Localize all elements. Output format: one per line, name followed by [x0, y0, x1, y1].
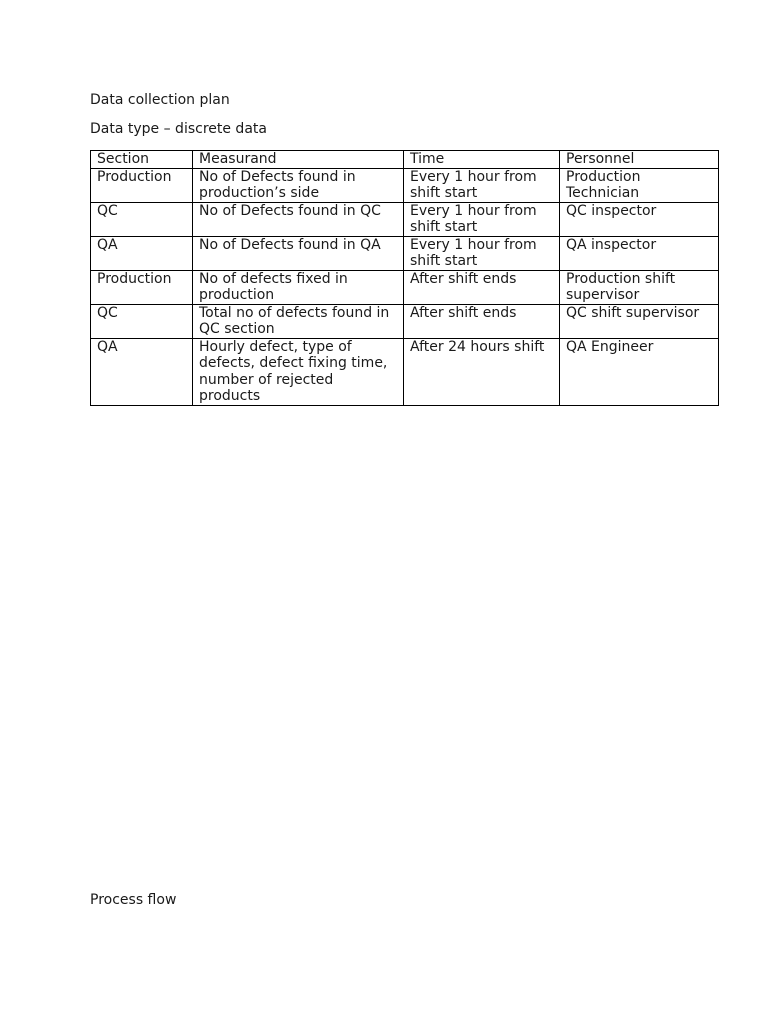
cell-section: QC — [91, 202, 193, 236]
cell-measurand: No of Defects found in QA — [193, 236, 404, 270]
header-measurand: Measurand — [193, 151, 404, 169]
table-row — [91, 270, 719, 304]
cell-measurand: No of Defects found in QC — [193, 202, 404, 236]
data-type-line: Data type – discrete data — [90, 121, 267, 137]
cell-time: After shift ends — [404, 270, 560, 304]
table-row — [91, 236, 719, 270]
cell-measurand: No of Defects found in production’s side — [193, 168, 404, 202]
cell-time: Every 1 hour from shift start — [404, 168, 560, 202]
data-collection-table — [90, 150, 719, 406]
table-row — [91, 168, 719, 202]
cell-personnel: QA inspector — [560, 236, 719, 270]
header-time: Time — [404, 151, 560, 169]
cell-section: Production — [91, 168, 193, 202]
header-personnel: Personnel — [560, 151, 719, 169]
header-section: Section — [91, 151, 193, 169]
cell-personnel: Production shift supervisor — [560, 270, 719, 304]
table-row — [91, 304, 719, 338]
cell-time: After shift ends — [404, 304, 560, 338]
cell-time: After 24 hours shift — [404, 338, 560, 405]
cell-section: QC — [91, 304, 193, 338]
document-title: Data collection plan — [90, 92, 230, 108]
cell-section: QA — [91, 236, 193, 270]
cell-time: Every 1 hour from shift start — [404, 236, 560, 270]
cell-personnel: Production Technician — [560, 168, 719, 202]
cell-section: Production — [91, 270, 193, 304]
cell-section: QA — [91, 338, 193, 405]
cell-personnel: QC shift supervisor — [560, 304, 719, 338]
cell-measurand: Total no of defects found in QC section — [193, 304, 404, 338]
table-row — [91, 202, 719, 236]
cell-measurand: Hourly defect, type of defects, defect fixing time, number of rejected products — [193, 338, 404, 405]
cell-personnel: QC inspector — [560, 202, 719, 236]
cell-personnel: QA Engineer — [560, 338, 719, 405]
table-header-row — [91, 151, 719, 169]
cell-time: Every 1 hour from shift start — [404, 202, 560, 236]
process-flow-heading: Process flow — [90, 892, 177, 908]
cell-measurand: No of defects fixed in production — [193, 270, 404, 304]
table-row — [91, 338, 719, 405]
